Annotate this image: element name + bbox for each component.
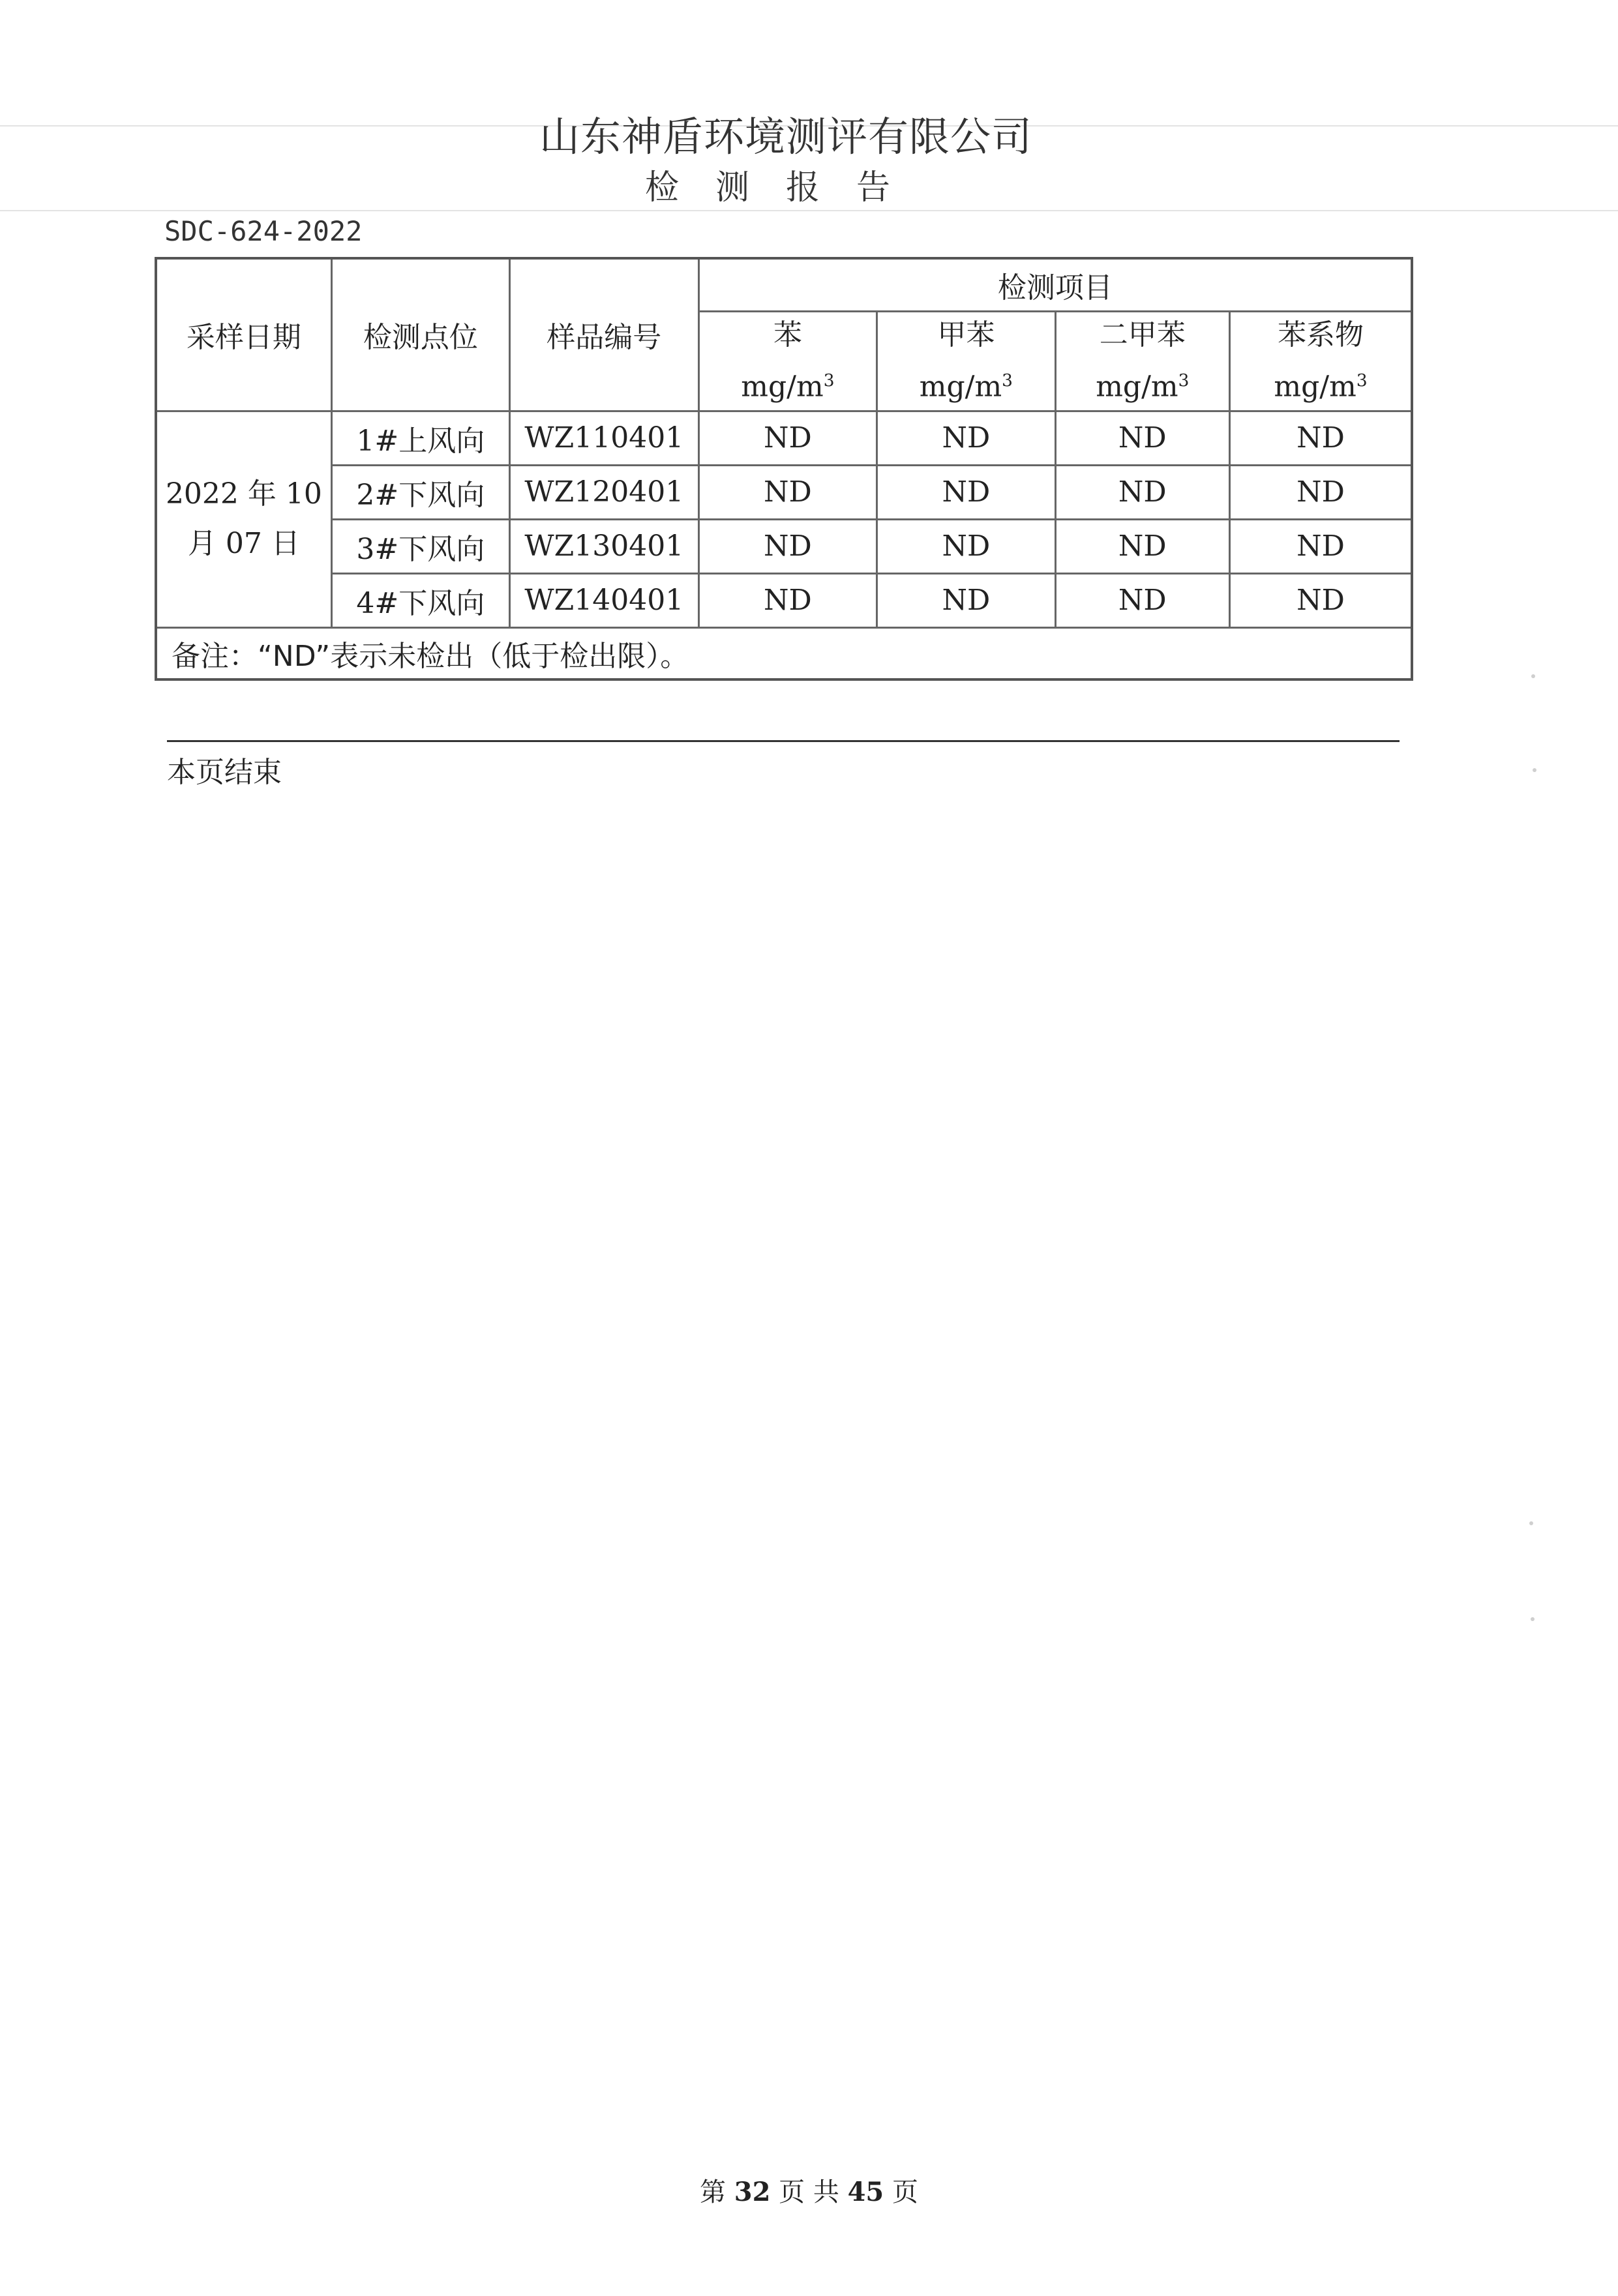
point-cell: 4#下风向 (331, 573, 509, 627)
col-header-items-group: 检测项目 (698, 258, 1412, 312)
sample-cell: WZ130401 (509, 519, 698, 573)
item-unit: $mg/m^3$ (1096, 370, 1190, 404)
item-unit: $mg/m^3$ (741, 370, 835, 404)
current-page-number: 32 (734, 2177, 771, 2207)
table-row (156, 465, 1412, 519)
document-number: SDC-624-2022 (164, 215, 363, 247)
sampling-date-cell (156, 411, 331, 627)
value-cell: ND (1230, 465, 1412, 519)
item-unit: $mg/m^3$ (1274, 370, 1368, 404)
page-footer (0, 2171, 1618, 2209)
value-cell: ND (1055, 573, 1229, 627)
item-name: 二甲苯 (1099, 318, 1186, 351)
value-cell: ND (1055, 411, 1229, 465)
table-row (156, 573, 1412, 627)
value-cell: ND (877, 465, 1055, 519)
item-name: 苯 (773, 318, 802, 351)
col-header-sample: 样品编号 (509, 258, 698, 411)
results-table (155, 257, 1413, 681)
footer-suffix: 页 (891, 2177, 918, 2207)
point-cell: 2#下风向 (331, 465, 509, 519)
value-cell: ND (1055, 519, 1229, 573)
report-subtitle: 检测报告 (644, 168, 927, 207)
item-name: 苯系物 (1278, 318, 1364, 351)
end-rule (167, 740, 1400, 742)
footer-prefix: 第 (700, 2177, 727, 2207)
item-header-benzene (698, 312, 876, 411)
table-row (156, 411, 1412, 465)
value-cell: ND (1055, 465, 1229, 519)
scan-speck (1533, 768, 1536, 772)
item-unit: $mg/m^3$ (919, 370, 1013, 404)
note-row (156, 627, 1412, 679)
col-header-date: 采样日期 (156, 258, 331, 411)
value-cell: ND (698, 519, 876, 573)
table-row (156, 519, 1412, 573)
value-cell: ND (1230, 573, 1412, 627)
item-name: 甲苯 (937, 318, 995, 351)
footer-middle: 页 共 (779, 2177, 839, 2207)
scan-speck (1529, 1521, 1533, 1525)
col-header-point: 检测点位 (331, 258, 509, 411)
value-cell: ND (877, 573, 1055, 627)
item-header-xylene (1055, 312, 1229, 411)
sample-cell: WZ110401 (509, 411, 698, 465)
header-row-1 (156, 258, 1412, 312)
table-note: 备注：“ND”表示未检出（低于检出限）。 (156, 627, 1412, 679)
value-cell: ND (877, 411, 1055, 465)
point-cell: 1#上风向 (331, 411, 509, 465)
page-end-label: 本页结束 (167, 756, 282, 789)
company-name: 山东神盾环境测评有限公司 (539, 113, 1032, 160)
value-cell: ND (1230, 519, 1412, 573)
scan-speck (1531, 674, 1535, 678)
scan-speck (1531, 1617, 1535, 1621)
value-cell: ND (698, 465, 876, 519)
sample-cell: WZ140401 (509, 573, 698, 627)
value-cell: ND (698, 573, 876, 627)
header-rule-bottom (0, 210, 1618, 211)
point-cell: 3#下风向 (331, 519, 509, 573)
item-header-benzene-series (1230, 312, 1412, 411)
value-cell: ND (877, 519, 1055, 573)
sampling-date-line1: 2022 年 10 (165, 477, 322, 511)
item-header-toluene (877, 312, 1055, 411)
value-cell: ND (1230, 411, 1412, 465)
value-cell: ND (698, 411, 876, 465)
sample-cell: WZ120401 (509, 465, 698, 519)
sampling-date-line2: 月 07 日 (187, 527, 300, 561)
total-page-count: 45 (847, 2177, 884, 2207)
